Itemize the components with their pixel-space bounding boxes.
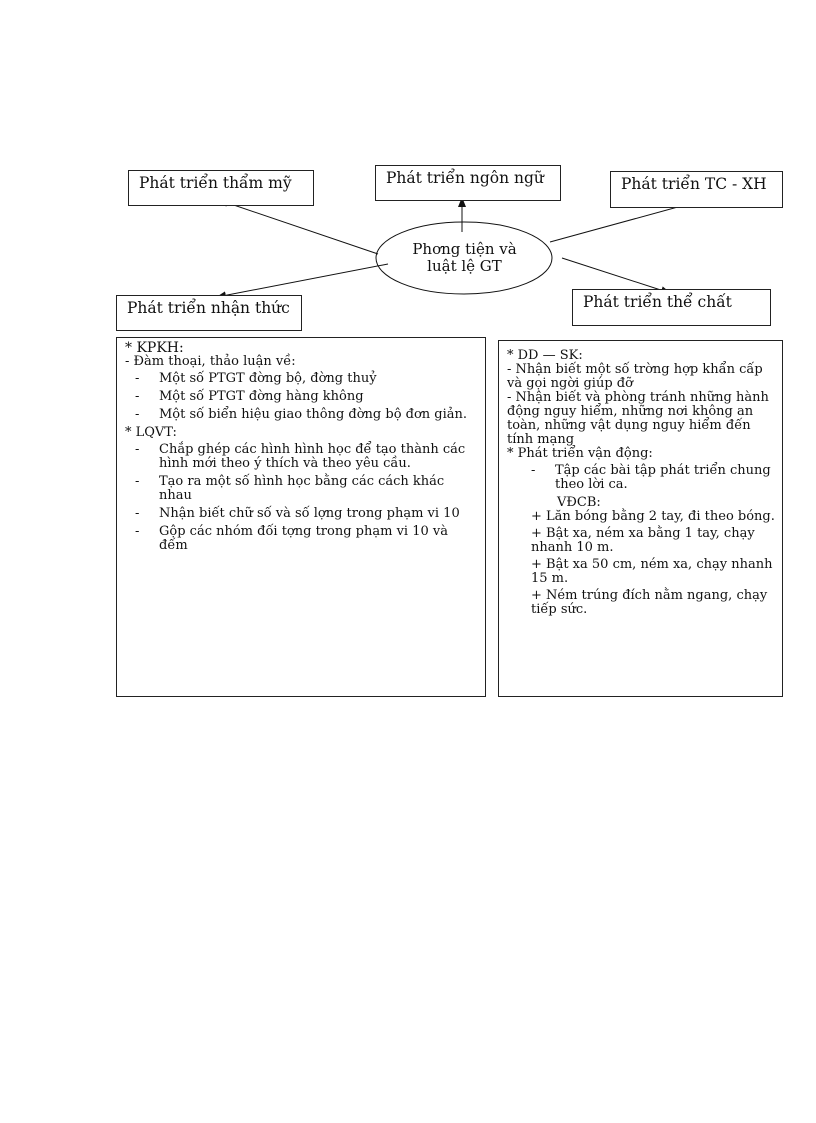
arrow-to-bottom-left: [217, 264, 388, 297]
list-item: [507, 464, 776, 492]
bullet-dash: -: [135, 442, 140, 457]
dd-sk-heading: * DD — SK:: [507, 348, 583, 363]
vdcb-item-1: + Lăn bóng bằng 2 tay, đi theo bóng.: [531, 509, 775, 524]
list-item: [125, 507, 479, 521]
center-label-line2: luật lệ GT: [427, 257, 502, 275]
arrow-to-top-left: [219, 200, 378, 254]
node-top-left: Phát triển thẩm mỹ: [128, 170, 314, 206]
lqvt-item-1: Chắp ghép các hình hình học để tạo thành các hình mới theo ý thích và theo yêu cầu.: [159, 442, 466, 471]
bullet-dash: -: [531, 463, 536, 478]
vdcb-item-2: + Bật xa, ném xa bằng 1 tay, chạy nhanh 10 m.: [531, 526, 755, 555]
node-bottom-right: Phát triển thể chất: [572, 289, 771, 326]
bullet-dash: -: [135, 407, 140, 422]
list-item: [125, 390, 479, 404]
node-top-right: Phát triển TC - XH: [610, 171, 783, 208]
bullet-dash: -: [135, 506, 140, 521]
list-item: [125, 443, 479, 471]
list-item: [125, 408, 479, 422]
vdcb-item-3: + Bật xa 50 cm, ném xa, chạy nhanh 15 m.: [531, 557, 773, 586]
bullet-dash: -: [135, 371, 140, 386]
dd-sk-para-2: - Nhận biết và phòng tránh những hành động nguy hiểm, những nơi không an toàn, những vật dụng nguy hiểm đến tính mạng: [507, 390, 769, 447]
lqvt-item-3: Nhận biết chữ số và số lợng trong phạm vi 10: [159, 506, 460, 521]
kpkh-item-1: Một số PTGT đờng bộ, đờng thuỷ: [159, 371, 377, 386]
kpkh-intro: - Đàm thoại, thảo luận về:: [125, 354, 296, 369]
center-node: [376, 222, 553, 294]
list-item: [125, 372, 479, 386]
bullet-dash: -: [135, 389, 140, 404]
node-top-center: Phát triển ngôn ngữ: [375, 165, 561, 201]
bullet-dash: -: [135, 524, 140, 539]
lqvt-heading: * LQVT:: [125, 425, 177, 440]
center-label-line1: Phơng tiện và: [412, 240, 517, 258]
lqvt-item-2: Tạo ra một số hình học bằng các cách khác nhau: [159, 474, 445, 503]
right-content-panel: [498, 340, 783, 697]
node-bottom-left: Phát triển nhận thức: [116, 295, 302, 331]
bullet-dash: -: [135, 474, 140, 489]
vdcb-label: VĐCB:: [557, 495, 601, 510]
lqvt-item-4: Gộp các nhóm đối tợng trong phạm vi 10 và đếm: [159, 524, 448, 553]
dd-sk-para-1: - Nhận biết một số trờng hợp khẩn cấp và gọi ngời giúp đỡ: [507, 362, 763, 391]
list-item: [125, 525, 479, 553]
arrow-to-top-right: [550, 202, 696, 242]
kpkh-item-2: Một số PTGT đờng hàng không: [159, 389, 364, 404]
motor-heading: * Phát triển vận động:: [507, 446, 653, 461]
vdcb-item-4: + Ném trúng đích nằm ngang, chạy tiếp sức.: [531, 588, 768, 617]
left-content-panel: [116, 337, 486, 697]
kpkh-heading: * KPKH:: [125, 340, 184, 356]
kpkh-item-3: Một số biển hiệu giao thông đờng bộ đơn giản.: [159, 407, 468, 422]
arrow-to-bottom-right: [562, 258, 670, 293]
motor-item-1: Tập các bài tập phát triển chung theo lời ca.: [555, 463, 771, 492]
list-item: [125, 475, 479, 503]
